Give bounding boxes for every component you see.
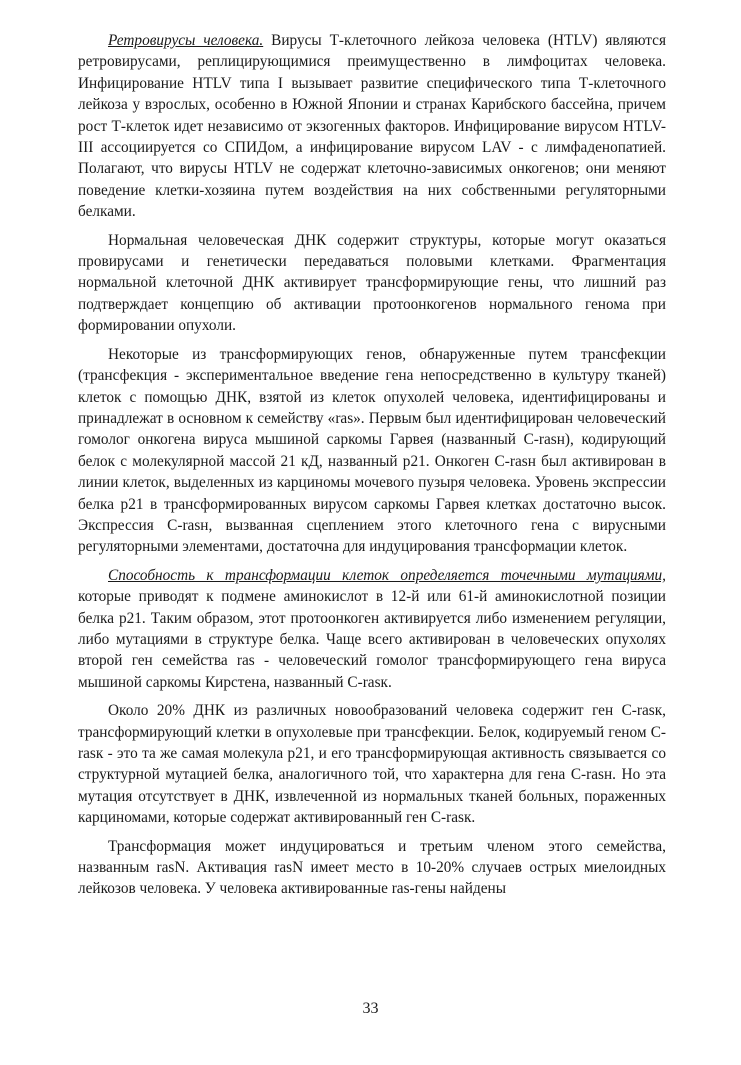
page-number: 33 xyxy=(362,1000,379,1017)
section-heading-retroviruses: Ретровирусы человека. xyxy=(108,32,264,49)
paragraph-c-rask xyxy=(78,700,666,828)
paragraph-rasn xyxy=(78,836,666,900)
paragraph-text: Трансформация может индуцироваться и третьим членом этого семейства, названным rasN. Активация rasN имеет место в 10-20% случаев острых миелоидных лейкозов человека. У человека активированные ras-гены найдены xyxy=(78,837,666,898)
paragraph-normal-dna xyxy=(78,230,666,337)
paragraph-text: которые приводят к подмене аминокислот в 12-й или 61-й аминокислотной позиции белка p21. Таким образом, этот протоонкоген активируется либо изменением регуляции, либо мутациями в структуре белка. Чаще всего активирован в человеческих опухолях второй ген семейства ras - человеческий гомолог трансформирующего гена вируса мышиной саркомы Кирстена, названный C-rasк. xyxy=(78,588,666,691)
page-body xyxy=(78,30,666,900)
paragraph-text: Нормальная человеческая ДНК содержит структуры, которые могут оказаться провирусами и генетически передаваться половыми клетками. Фрагментация нормальной клеточной ДНК активирует трансформирующие гены, что лишний раз подтверждает концепцию об активации протоонкогенов нормального генома при формировании опухоли. xyxy=(78,231,666,335)
paragraph-text: Некоторые из трансформирующих генов, обнаруженные путем трансфекции (трансфекция - экспериментальное введение гена непосредственно в культуру тканей) клеток с помощью ДНК, взятой из клеток опухолей человека, идентифицированы и принадлежат в основном к семейству «ras». Первым был идентифицирован человеческий гомолог онкогена вируса мышиной саркомы Гарвея (названный C-rasн), кодирующий белок с молекулярной массой 21 кД, названный p21. Онкоген C-rasн был активирован в линии клеток, выделенных из карциномы мочевого пузыря человека. Уровень экспрессии белка p21 в трансформированных вирусом саркомы Гарвея клетках достаточно высок. Экспрессия C-rasн, вызванная сцеплением этого клеточного гена с вирусными регуляторными элементами, достаточна для индуцирования трансформации клеток. xyxy=(78,345,666,556)
paragraph-text: Вирусы Т-клеточного лейкоза человека (HTLV) являются ретровирусами, реплицирующимися преимущественно в лимфоцитах человека. Инфицирование HTLV типа I вызывает развитие специфического типа Т-клеточного лейкоза у взрослых, особенно в Южной Японии и странах Карибского бассейна, причем рост Т-клеток идет независимо от экзогенных факторов. Инфицирование вирусом HTLV-III ассоциируется со СПИДом, а инфицирование вирусом LAV - с лимфаденопатией. Полагают, что вирусы HTLV не содержат клеточно-зависимых онкогенов; они меняют поведение клетки-хозяина путем воздействия на них собственными регуляторными белками. xyxy=(78,32,666,221)
section-heading-point-mutations: Способность к трансформации клеток определяется точечными мутациями, xyxy=(108,566,666,584)
paragraph-transfection xyxy=(78,344,666,558)
paragraph-text: Около 20% ДНК из различных новообразований человека содержит ген C-rasк, трансформирующий клетки в опухолевые при трансфекции. Белок, кодируемый геном C-rasк - это та же самая молекула p21, и его трансформирующая активность связывается со структурной мутацией белка, аналогичного той, что характерна для гена C-rasн. Но эта мутация отсутствует в ДНК, извлеченной из нормальных тканей больных, пораженных карциномами, которые содержат активированный ген C-rasк. xyxy=(78,702,666,827)
paragraph-point-mutations xyxy=(78,565,666,693)
paragraph-retroviruses xyxy=(78,30,666,223)
